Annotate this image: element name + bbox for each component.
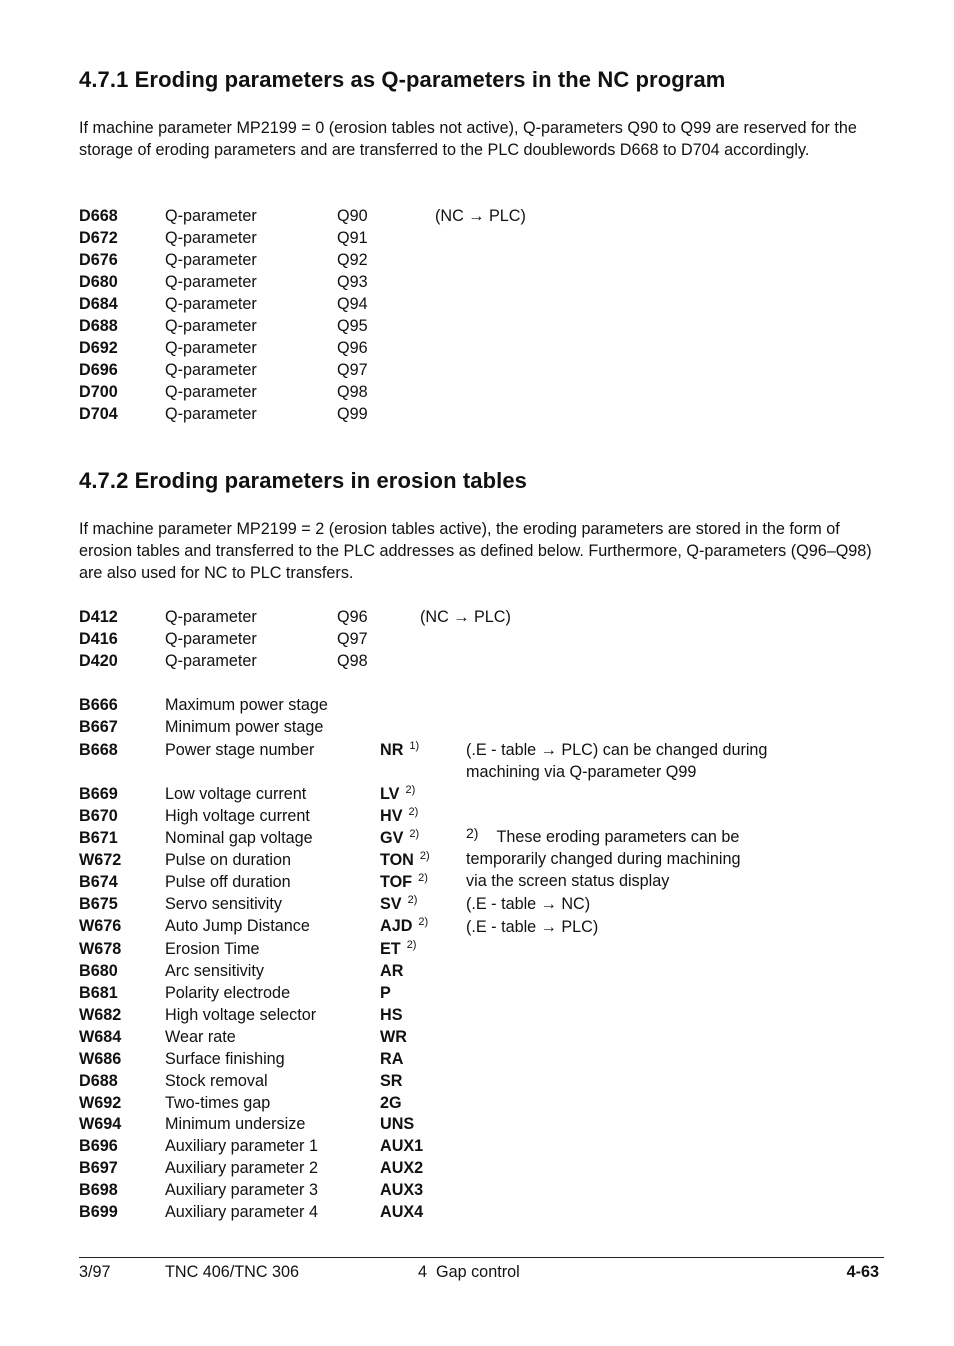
table-row <box>0 403 954 425</box>
abbreviation-text: LV <box>380 785 400 803</box>
footer-chapter: 4 Gap control <box>418 1263 520 1281</box>
q-parameter: Q90 <box>337 207 368 225</box>
parameter-description: Q-parameter <box>165 652 257 670</box>
table-row <box>0 1201 954 1223</box>
parameter-description: Q-parameter <box>165 273 257 291</box>
table-row <box>0 938 954 960</box>
abbreviation-text: TON <box>380 851 414 869</box>
parameter-description: Q-parameter <box>165 608 257 626</box>
note-2-line1 <box>466 826 739 848</box>
plc-address: B674 <box>79 873 118 891</box>
parameter-abbreviation <box>380 1092 402 1114</box>
table-row <box>0 315 954 337</box>
parameter-abbreviation <box>380 1201 423 1223</box>
plc-address: B670 <box>79 807 118 825</box>
plc-address: D704 <box>79 405 118 423</box>
parameter-description: Arc sensitivity <box>165 962 264 980</box>
q-parameter: Q99 <box>337 405 368 423</box>
plc-address: W694 <box>79 1115 122 1133</box>
section-4-7-2-intro: If machine parameter MP2199 = 2 (erosion tables active), the eroding parameters are stored in the form of erosion tables and transferred to the PLC addresses as defined below. Furthermore, Q-parameters (Q96–Q98) are also used for NC to PLC transfers. <box>79 520 872 582</box>
plc-address: B681 <box>79 984 118 1002</box>
table-row <box>0 1026 954 1048</box>
footnote-marker: 2) <box>409 828 420 840</box>
parameter-abbreviation <box>380 982 391 1004</box>
abbreviation-text: AUX2 <box>380 1159 424 1177</box>
plc-address: B696 <box>79 1137 118 1155</box>
parameter-description: Minimum undersize <box>165 1115 306 1133</box>
q-parameter: Q98 <box>337 383 368 401</box>
abbreviation-text: GV <box>380 829 404 847</box>
q-parameter: Q96 <box>337 608 368 626</box>
table-row <box>0 1048 954 1070</box>
q-parameter: Q94 <box>337 295 368 313</box>
table-row <box>0 227 954 249</box>
plc-address: B668 <box>79 741 118 759</box>
plc-address: W672 <box>79 851 122 869</box>
parameter-description: Two-times gap <box>165 1094 271 1112</box>
parameter-description: Auxiliary parameter 1 <box>165 1137 318 1155</box>
parameter-abbreviation <box>380 871 428 895</box>
table-row <box>0 381 954 403</box>
note-nr-line2: machining via Q-parameter Q99 <box>466 763 697 781</box>
footnote-marker: 2) <box>418 872 428 884</box>
plc-address: D668 <box>79 207 118 225</box>
parameter-abbreviation <box>380 915 428 939</box>
footnote-marker: 2) <box>408 806 419 818</box>
plc-address: B698 <box>79 1181 118 1199</box>
table-row <box>0 628 954 650</box>
q-parameter: Q92 <box>337 251 368 269</box>
parameter-description: Q-parameter <box>165 229 257 247</box>
parameter-description: Low voltage current <box>165 785 307 803</box>
parameter-description: Q-parameter <box>165 251 257 269</box>
plc-address: D412 <box>79 608 118 626</box>
plc-address: B666 <box>79 696 118 714</box>
q-parameter: Q98 <box>337 652 368 670</box>
plc-address: D416 <box>79 630 118 648</box>
table-row <box>0 783 954 805</box>
table-row <box>0 337 954 359</box>
table-row <box>0 205 954 227</box>
abbreviation-text: TOF <box>380 873 413 891</box>
parameter-abbreviation <box>380 960 403 982</box>
note-2-text: These eroding parameters can be <box>496 828 740 846</box>
plc-address: B699 <box>79 1203 118 1221</box>
abbreviation-text: HV <box>380 807 403 825</box>
abbreviation-text: 2G <box>380 1094 402 1112</box>
plc-address: B667 <box>79 718 118 736</box>
table-row <box>0 293 954 315</box>
parameter-abbreviation <box>380 783 415 807</box>
table-row <box>0 1070 954 1092</box>
table-row <box>0 1092 954 1114</box>
q-parameter: Q93 <box>337 273 368 291</box>
table-row <box>0 1135 954 1157</box>
parameter-abbreviation <box>380 1179 423 1201</box>
table-row <box>0 1179 954 1201</box>
abbreviation-text: AUX1 <box>380 1137 424 1155</box>
parameter-description: Maximum power stage <box>165 696 328 714</box>
parameter-description: Q-parameter <box>165 339 257 357</box>
parameter-description: Q-parameter <box>165 207 257 225</box>
footnote-marker: 2) <box>418 916 429 928</box>
parameter-description: Erosion Time <box>165 940 260 958</box>
footnote-marker: 2) <box>407 894 418 906</box>
parameter-description: Q-parameter <box>165 405 257 423</box>
abbreviation-text: WR <box>380 1028 407 1046</box>
parameter-abbreviation <box>380 1113 414 1135</box>
section-4-7-1-title: 4.7.1 Eroding parameters as Q-parameters in the NC program <box>79 67 726 92</box>
parameter-description: High voltage current <box>165 807 310 825</box>
parameter-abbreviation <box>380 805 418 829</box>
plc-address: B671 <box>79 829 118 847</box>
plc-address: W686 <box>79 1050 122 1068</box>
plc-address: B697 <box>79 1159 118 1177</box>
parameter-abbreviation <box>380 1070 403 1092</box>
footnote-marker: 2) <box>406 939 417 951</box>
note-2-marker: 2) <box>466 825 479 841</box>
parameter-description: Servo sensitivity <box>165 895 282 913</box>
plc-address: B675 <box>79 895 118 913</box>
abbreviation-text: AJD <box>380 917 413 935</box>
table-row <box>0 271 954 293</box>
parameter-abbreviation <box>380 1048 403 1070</box>
parameter-description: Auto Jump Distance <box>165 917 310 935</box>
plc-address: D688 <box>79 317 118 335</box>
plc-address: D696 <box>79 361 118 379</box>
parameter-abbreviation <box>380 1135 423 1157</box>
parameter-abbreviation <box>380 739 419 763</box>
table-row <box>0 1004 954 1026</box>
parameter-description: Stock removal <box>165 1072 268 1090</box>
table-row <box>0 805 954 827</box>
parameter-description: Q-parameter <box>165 630 257 648</box>
note-2-line3: via the screen status display <box>466 872 670 890</box>
plc-address: D688 <box>79 1072 118 1090</box>
parameter-description: High voltage selector <box>165 1006 317 1024</box>
abbreviation-text: ET <box>380 940 401 958</box>
plc-address: D684 <box>79 295 118 313</box>
table-row <box>0 249 954 271</box>
parameter-description: Q-parameter <box>165 295 257 313</box>
parameter-description: Auxiliary parameter 4 <box>165 1203 318 1221</box>
plc-address: B669 <box>79 785 118 803</box>
parameter-abbreviation <box>380 1157 423 1179</box>
transfer-direction: (NC → PLC) <box>435 207 526 225</box>
plc-address: D676 <box>79 251 118 269</box>
abbreviation-text: NR <box>380 741 404 759</box>
plc-address: D680 <box>79 273 118 291</box>
abbreviation-text: SV <box>380 895 402 913</box>
footer-product: TNC 406/TNC 306 <box>165 1263 300 1281</box>
section-4-7-1-intro: If machine parameter MP2199 = 0 (erosion tables not active), Q-parameters Q90 to Q99 are reserved for the storage of eroding parameters and are transferred to the PLC doublewords D668 to D704 accordingly. <box>79 119 857 159</box>
q-parameter: Q91 <box>337 229 368 247</box>
parameter-description: Q-parameter <box>165 361 257 379</box>
plc-address: D692 <box>79 339 118 357</box>
parameter-description: Wear rate <box>165 1028 236 1046</box>
abbreviation-text: SR <box>380 1072 403 1090</box>
footer-rule <box>79 1257 884 1258</box>
table-row <box>0 716 954 738</box>
parameter-description: Polarity electrode <box>165 984 291 1002</box>
plc-address: D672 <box>79 229 118 247</box>
abbreviation-text: HS <box>380 1006 403 1024</box>
plc-address: W692 <box>79 1094 122 1112</box>
plc-address: W678 <box>79 940 122 958</box>
parameter-abbreviation <box>380 1004 403 1026</box>
parameter-description: Auxiliary parameter 2 <box>165 1159 318 1177</box>
parameter-description: Auxiliary parameter 3 <box>165 1181 318 1199</box>
q-parameter: Q95 <box>337 317 368 335</box>
parameter-description: Pulse on duration <box>165 851 291 869</box>
parameter-abbreviation <box>380 938 416 962</box>
q-parameter: Q96 <box>337 339 368 357</box>
table-row <box>0 650 954 672</box>
abbreviation-text: AUX3 <box>380 1181 424 1199</box>
footnote-marker: 2) <box>405 784 416 796</box>
parameter-abbreviation <box>380 849 430 873</box>
plc-address: W682 <box>79 1006 122 1024</box>
plc-address: D700 <box>79 383 118 401</box>
q-parameter: Q97 <box>337 630 368 648</box>
abbreviation-text: RA <box>380 1050 404 1068</box>
note-nr-line1: (.E - table → PLC) can be changed during <box>466 741 768 759</box>
parameter-description: Surface finishing <box>165 1050 285 1068</box>
parameter-description: Power stage number <box>165 741 315 759</box>
section-4-7-2-title: 4.7.2 Eroding parameters in erosion tables <box>79 468 528 493</box>
parameter-description: Nominal gap voltage <box>165 829 313 847</box>
parameter-abbreviation <box>380 827 419 851</box>
footnote-marker: 2) <box>419 850 430 862</box>
table-row <box>0 1113 954 1135</box>
note-2-line5: (.E - table → PLC) <box>466 918 599 936</box>
table-row <box>0 982 954 1004</box>
plc-address: B680 <box>79 962 118 980</box>
footer-page-number: 4-63 <box>846 1263 879 1281</box>
table-row <box>0 694 954 716</box>
q-parameter: Q97 <box>337 361 368 379</box>
parameter-description: Q-parameter <box>165 383 257 401</box>
parameter-description: Q-parameter <box>165 317 257 335</box>
plc-address: W676 <box>79 917 122 935</box>
footnote-marker: 1) <box>409 740 420 752</box>
table-row <box>0 1157 954 1179</box>
abbreviation-text: AR <box>380 962 404 980</box>
plc-address: W684 <box>79 1028 122 1046</box>
transfer-direction: (NC → PLC) <box>420 608 511 626</box>
table-row <box>0 960 954 982</box>
abbreviation-text: P <box>380 984 391 1002</box>
abbreviation-text: UNS <box>380 1115 415 1133</box>
parameter-abbreviation <box>380 1026 407 1048</box>
footer-date: 3/97 <box>79 1263 111 1281</box>
parameter-description: Minimum power stage <box>165 718 324 736</box>
note-2-line4: (.E - table → NC) <box>466 895 591 913</box>
table-row <box>0 359 954 381</box>
table-row <box>0 606 954 628</box>
note-2-line2: temporarily changed during machining <box>466 850 741 868</box>
plc-address: D420 <box>79 652 118 670</box>
abbreviation-text: AUX4 <box>380 1203 424 1221</box>
parameter-abbreviation <box>380 893 417 917</box>
parameter-description: Pulse off duration <box>165 873 291 891</box>
